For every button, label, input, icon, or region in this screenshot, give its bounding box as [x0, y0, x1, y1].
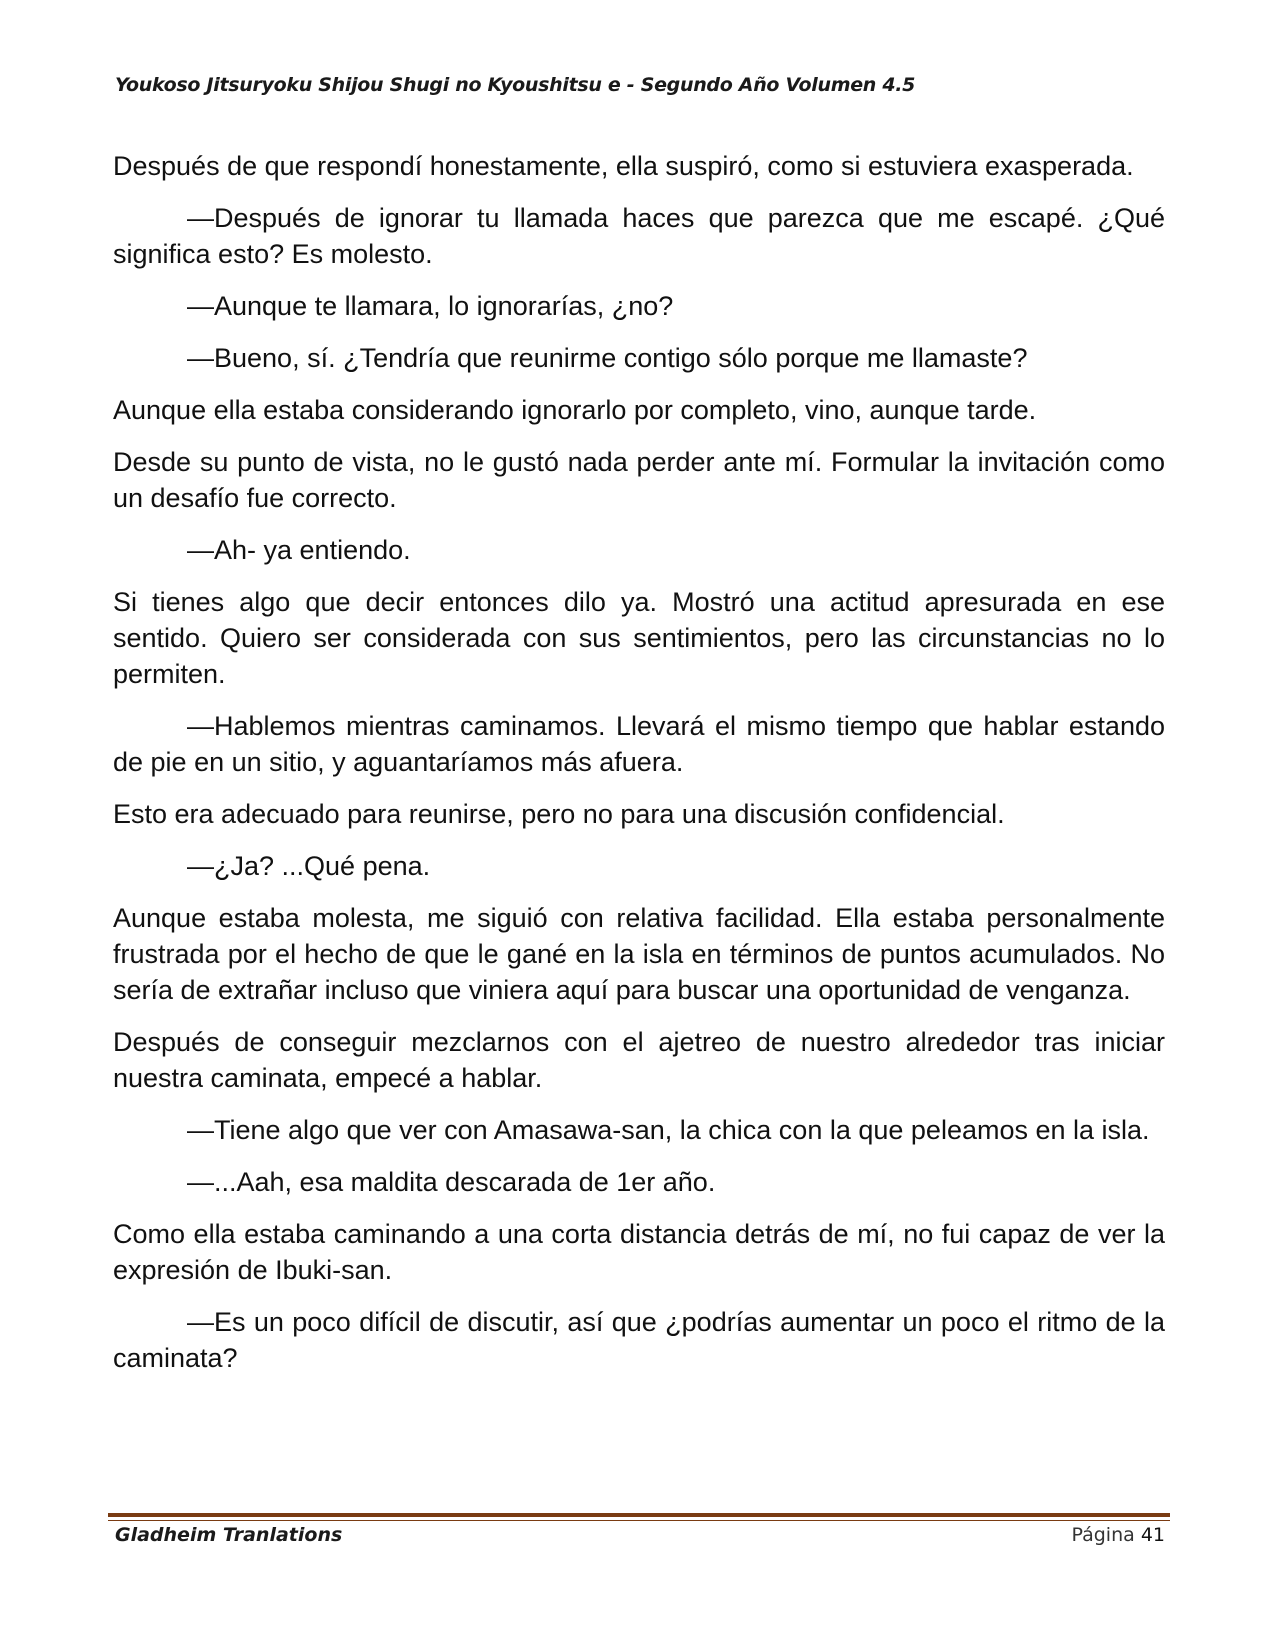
dialogue-line-14: —Tiene algo que ver con Amasawa-san, la chica con la que peleamos en la isla.: [187, 1115, 1150, 1145]
paragraph-6: Desde su punto de vista, no le gustó nada perder ante mí. Formular la invitación como un desafío fue correcto.: [113, 447, 1165, 513]
dialogue-line-4: —Bueno, sí. ¿Tendría que reunirme contigo sólo porque me llamaste?: [187, 343, 1028, 373]
dialogue-line-9: —Hablemos mientras caminamos. Llevará el mismo tiempo que hablar estando de pie en un sitio, y aguantaríamos más afuera.: [113, 711, 1165, 777]
dialogue-line-15: —...Aah, esa maldita descarada de 1er año.: [187, 1167, 716, 1197]
page-header-title: Youkoso Jitsuryoku Shijou Shugi no Kyoushitsu e - Segundo Año Volumen 4.5: [115, 74, 916, 96]
paragraph-8: Si tienes algo que decir entonces dilo ya. Mostró una actitud apresurada en ese sentido. Quiero ser considerada con sus sentimientos, pero las circunstancias no lo permiten.: [113, 587, 1165, 689]
dialogue-line-11: —¿Ja? ...Qué pena.: [187, 851, 431, 881]
dialogue-line-7: —Ah- ya entiendo.: [187, 535, 411, 565]
dialogue-line-3: —Aunque te llamara, lo ignorarías, ¿no?: [187, 291, 674, 321]
paragraph-12: Aunque estaba molesta, me siguió con relativa facilidad. Ella estaba personalmente frustrada por el hecho de que le gané en la isla en términos de puntos acumulados. No sería de extrañar incluso que viniera aquí para buscar una oportunidad de venganza.: [113, 903, 1165, 1005]
paragraph-5: Aunque ella estaba considerando ignorarlo por completo, vino, aunque tarde.: [113, 395, 1037, 425]
paragraph-10: Esto era adecuado para reunirse, pero no para una discusión confidencial.: [113, 799, 1005, 829]
paragraph-1: Después de que respondí honestamente, ella suspiró, como si estuviera exasperada.: [113, 151, 1134, 181]
dialogue-line-17: —Es un poco difícil de discutir, así que ¿podrías aumentar un poco el ritmo de la caminata?: [113, 1307, 1165, 1373]
footer-page-number: [1071, 1524, 1165, 1546]
page-body: [113, 148, 1165, 1392]
footer-divider-thick: [108, 1513, 1170, 1517]
page-label: Página: [1071, 1524, 1135, 1546]
footer-divider-thin: [108, 1520, 1170, 1521]
paragraph-13: Después de conseguir mezclarnos con el ajetreo de nuestro alrededor tras iniciar nuestra caminata, empecé a hablar.: [113, 1027, 1165, 1093]
paragraph-16: Como ella estaba caminando a una corta distancia detrás de mí, no fui capaz de ver la expresión de Ibuki-san.: [113, 1219, 1165, 1285]
page-number-value: 41: [1140, 1524, 1165, 1546]
dialogue-line-2: —Después de ignorar tu llamada haces que parezca que me escapé. ¿Qué significa esto? Es molesto.: [113, 203, 1165, 269]
footer-publisher: Gladheim Tranlations: [115, 1524, 343, 1546]
